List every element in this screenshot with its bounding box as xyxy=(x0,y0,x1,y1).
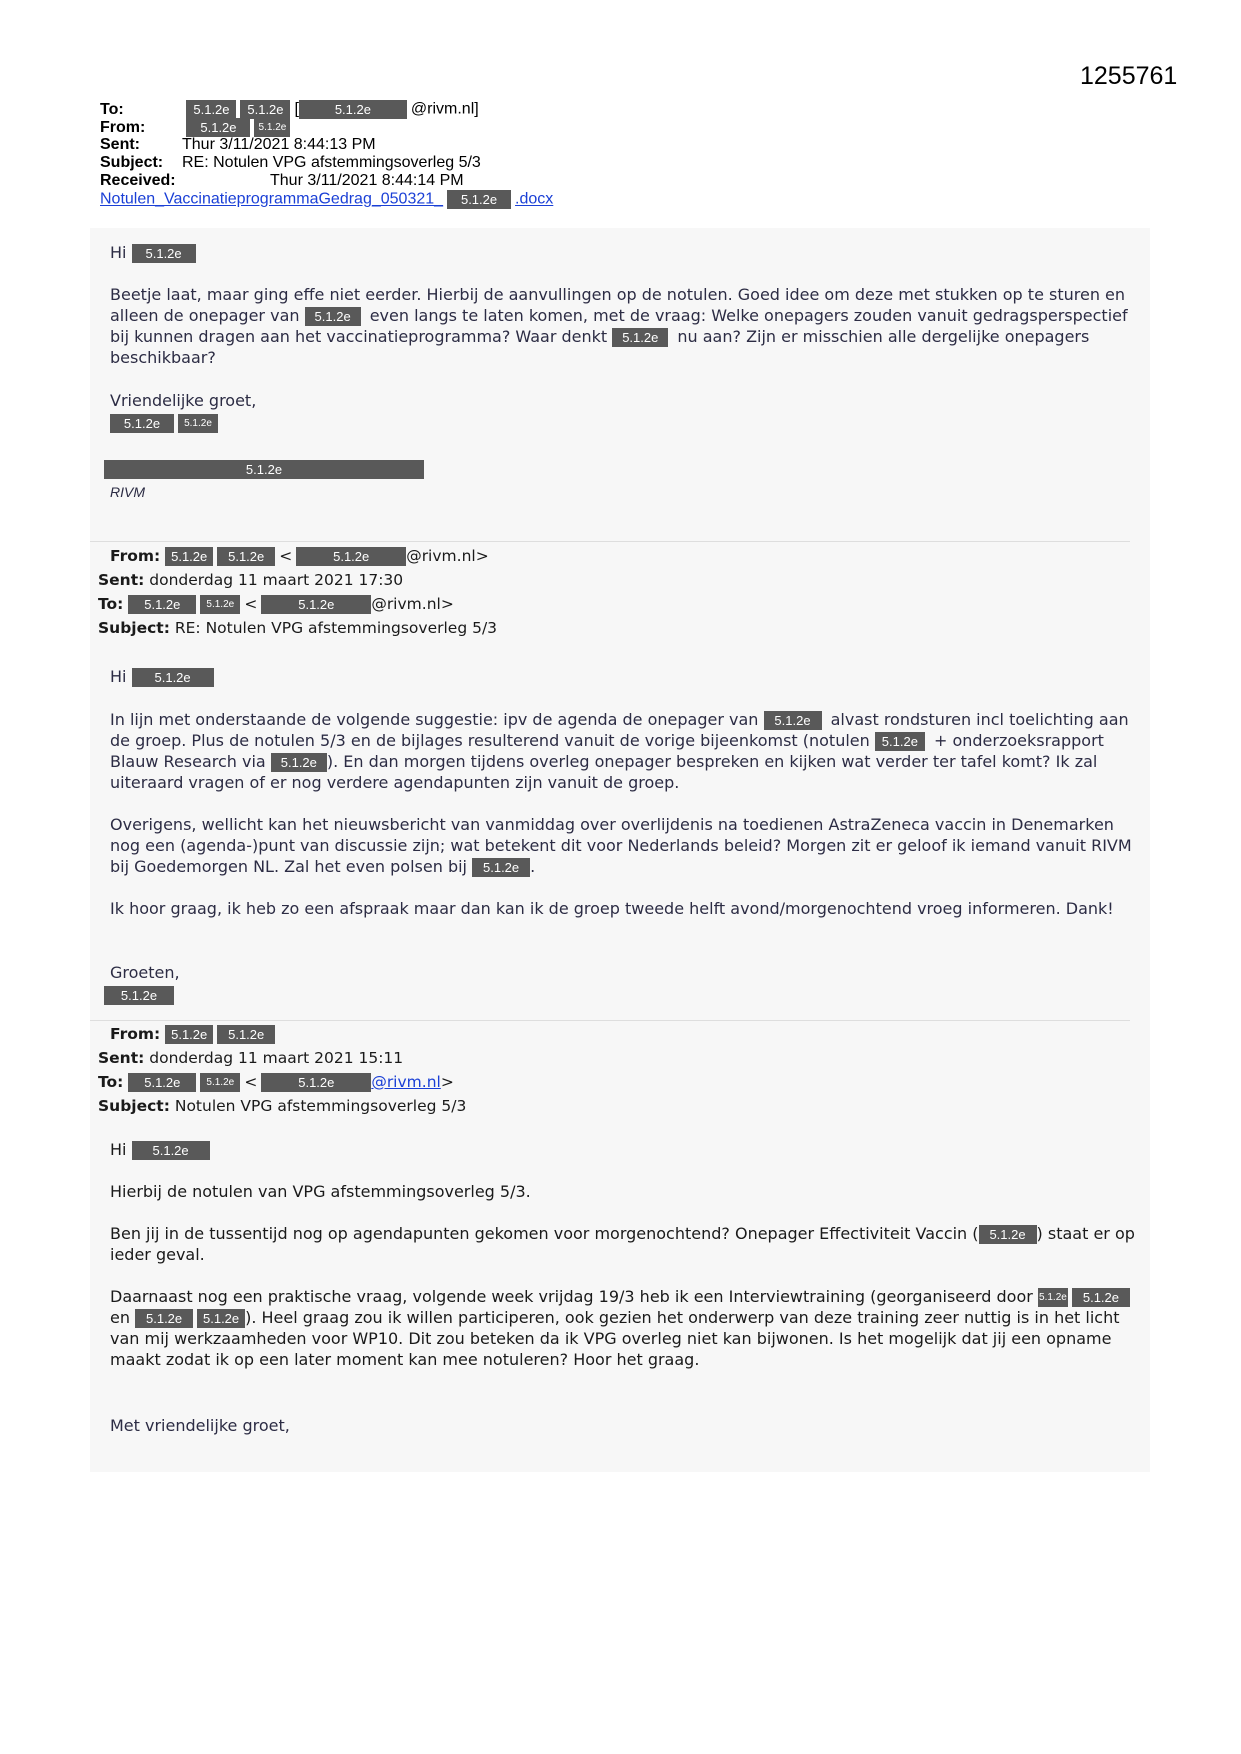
lt: < xyxy=(279,547,293,565)
msg3-closing: Met vriendelijke groet, xyxy=(110,1416,290,1435)
document-number: 1255761 xyxy=(1080,62,1178,90)
msg1-text-2: even langs te laten komen, met de vraag: Welke onepagers zouden vanuit gedragsperspectief bij kunnen dragen aan het vaccinatieprogramma? Waar denkt xyxy=(110,306,1128,346)
from-row xyxy=(100,118,553,136)
text: en xyxy=(110,1308,130,1327)
redaction: 5.1.2e xyxy=(261,595,371,614)
to-domain: @rivm.nl> xyxy=(371,595,454,613)
redaction: 5.1.2e xyxy=(132,668,214,687)
received-label: Received: xyxy=(100,172,176,189)
text: alvast rondsturen incl toelichting aan de groep. Plus de notulen 5/3 en de bijlages resulterend vanuit de vorige bijeenkomst (notulen xyxy=(110,710,1129,750)
subject-value: RE: Notulen VPG afstemmingsoverleg 5/3 xyxy=(174,619,498,637)
redaction: 5.1.2e xyxy=(200,1073,240,1092)
msg2-signature xyxy=(104,984,178,1005)
redaction: 5.1.2e xyxy=(128,1073,196,1092)
msg2-paragraph-1 xyxy=(110,709,1140,793)
to-label: To: xyxy=(100,100,124,118)
subject-label: Subject: xyxy=(98,619,170,637)
redaction: 5.1.2e xyxy=(271,753,327,772)
to-label: To: xyxy=(98,595,124,613)
to-email-link[interactable]: @rivm.nl xyxy=(371,1073,441,1091)
sent-value: donderdag 11 maart 2021 15:11 xyxy=(149,1049,404,1067)
msg3-header-rows xyxy=(98,1046,466,1118)
text: Daarnaast nog een praktische vraag, volgende week vrijdag 19/3 heb ik een Interviewtraining (georganiseerd door xyxy=(110,1287,1033,1306)
msg1-greeting-line xyxy=(110,242,1140,263)
text: ) staat er op ieder geval. xyxy=(110,1224,1135,1264)
msg1-text-1: Beetje laat, maar ging effe niet eerder. Hierbij de aanvullingen op de notulen. Goed idee om deze met stukken op te sturen en alleen de onepager van xyxy=(110,285,1126,325)
redaction: 5.1.2e xyxy=(104,986,174,1005)
redaction: 5.1.2e xyxy=(186,100,236,119)
greeting: Hi xyxy=(110,1140,127,1159)
text: + onderzoeksrapport Blauw Research via xyxy=(110,731,1104,771)
redaction: 5.1.2e xyxy=(217,547,275,566)
msg3-paragraph-2 xyxy=(110,1223,1140,1265)
redaction: 5.1.2e xyxy=(764,711,822,730)
gt: > xyxy=(440,1073,454,1091)
redaction: 5.1.2e xyxy=(197,1309,245,1328)
redaction: 5.1.2e xyxy=(875,732,925,751)
redaction: 5.1.2e xyxy=(612,328,668,347)
sent-value: donderdag 11 maart 2021 17:30 xyxy=(149,571,404,589)
from-domain: @rivm.nl> xyxy=(406,547,489,565)
sent-row xyxy=(100,136,553,154)
attachment-ext[interactable]: .docx xyxy=(515,190,554,208)
subject-label: Subject: xyxy=(98,1097,170,1115)
msg1-text-3: nu aan? Zijn er misschien alle dergelijke onepagers beschikbaar? xyxy=(110,327,1090,367)
greeting: Hi xyxy=(110,667,127,686)
msg1-closing: Vriendelijke groet, xyxy=(110,391,257,410)
redaction: 5.1.2e xyxy=(165,547,213,566)
redaction: 5.1.2e xyxy=(132,244,196,263)
from-label: From: xyxy=(100,118,146,136)
received-value: Thur 3/11/2021 8:44:14 PM xyxy=(270,172,464,189)
msg1-body xyxy=(110,284,1140,368)
msg2-header-rows xyxy=(98,568,497,640)
to-row xyxy=(100,100,553,118)
sent-value: Thur 3/11/2021 8:44:13 PM xyxy=(182,136,376,153)
redaction: 5.1.2e xyxy=(447,190,511,209)
msg1-signature-redactions xyxy=(110,412,222,433)
redaction: 5.1.2e xyxy=(296,547,406,566)
subject-value: Notulen VPG afstemmingsoverleg 5/3 xyxy=(174,1097,467,1115)
redaction: 5.1.2e xyxy=(186,118,250,137)
greeting: Hi xyxy=(110,243,127,262)
from-label: From: xyxy=(110,547,161,565)
from-label: From: xyxy=(110,1025,161,1043)
attachment-link[interactable]: Notulen_VaccinatieprogrammaGedrag_050321_ xyxy=(100,190,444,208)
bracket: [ xyxy=(294,100,299,118)
subject-value: RE: Notulen VPG afstemmingsoverleg 5/3 xyxy=(182,154,481,171)
redaction: 5.1.2e xyxy=(104,460,424,479)
redaction: 5.1.2e xyxy=(1038,1288,1068,1307)
redaction: 5.1.2e xyxy=(254,118,290,137)
text: In lijn met onderstaande de volgende suggestie: ipv de agenda de onepager van xyxy=(110,710,759,729)
attachment-row[interactable] xyxy=(100,190,553,208)
text: Ben jij in de tussentijd nog op agendapunten gekomen voor morgenochtend? Onepager Effectiviteit Vaccin ( xyxy=(110,1224,979,1243)
redaction: 5.1.2e xyxy=(128,595,196,614)
email-header-top xyxy=(100,100,553,208)
subject-label: Subject: xyxy=(100,154,164,171)
msg3-from-row xyxy=(110,1022,279,1046)
to-label: To: xyxy=(98,1073,124,1091)
redaction: 5.1.2e xyxy=(305,307,361,326)
redaction: 5.1.2e xyxy=(132,1141,210,1160)
msg3-paragraph-3 xyxy=(110,1286,1140,1370)
redaction: 5.1.2e xyxy=(472,858,530,877)
received-row xyxy=(100,172,553,190)
lt: < xyxy=(244,595,258,613)
redaction: 5.1.2e xyxy=(178,414,218,433)
msg3-paragraph-1: Hierbij de notulen van VPG afstemmingsoverleg 5/3. xyxy=(110,1182,531,1201)
redaction: 5.1.2e xyxy=(165,1025,213,1044)
redaction: 5.1.2e xyxy=(200,595,240,614)
msg3-greeting-line xyxy=(110,1139,214,1160)
sent-label: Sent: xyxy=(100,136,140,153)
to-domain: @rivm.nl] xyxy=(410,100,479,118)
separator xyxy=(90,1020,1130,1021)
redaction: 5.1.2e xyxy=(135,1309,193,1328)
sent-label: Sent: xyxy=(98,1049,145,1067)
org-name: RIVM xyxy=(110,484,145,500)
text: ). Heel graag zou ik willen participeren, ook gezien het onderwerp van deze training zeer nuttig is in het licht van mij werkzaamheden voor WP10. Dit zou beteken da ik VPG overleg niet kan bijwonen. Is het mogelijk dat jij een opname maakt zodat ik op een later moment kan mee notuleren? Hoor het graag. xyxy=(110,1308,1120,1369)
text: Overigens, wellicht kan het nieuwsbericht van vanmiddag over overlijdenis na toedienen AstraZeneca vaccin in Denemarken nog een (agenda-)punt van discussie zijn; wat betekent dit voor Nederlands beleid? Morgen zit er geloof ik iemand vanuit RIVM bij Goedemorgen NL. Zal het even polsen bij xyxy=(110,815,1132,876)
separator xyxy=(90,541,1130,542)
redaction: 5.1.2e xyxy=(1072,1288,1130,1307)
redaction: 5.1.2e xyxy=(979,1225,1037,1244)
msg2-greeting-line xyxy=(110,666,218,687)
text: . xyxy=(530,857,536,876)
msg2-from-row xyxy=(110,544,489,568)
redaction: 5.1.2e xyxy=(110,414,174,433)
redaction: 5.1.2e xyxy=(240,100,290,119)
msg1-signature-name xyxy=(104,458,428,479)
redaction: 5.1.2e xyxy=(299,100,407,119)
subject-row xyxy=(100,154,553,172)
msg2-paragraph-3: Ik hoor graag, ik heb zo een afspraak maar dan kan ik de groep tweede helft avond/morgenochtend vroeg informeren. Dank! xyxy=(110,899,1114,918)
redaction: 5.1.2e xyxy=(217,1025,275,1044)
msg2-closing: Groeten, xyxy=(110,963,180,982)
msg2-paragraph-2 xyxy=(110,814,1140,877)
redaction: 5.1.2e xyxy=(261,1073,371,1092)
lt: < xyxy=(244,1073,258,1091)
text: ). En dan morgen tijdens overleg onepager bespreken en kijken wat verder ter tafel komt? Ik zal uiteraard vragen of er nog verdere agendapunten zijn vanuit de groep. xyxy=(110,752,1098,792)
sent-label: Sent: xyxy=(98,571,145,589)
